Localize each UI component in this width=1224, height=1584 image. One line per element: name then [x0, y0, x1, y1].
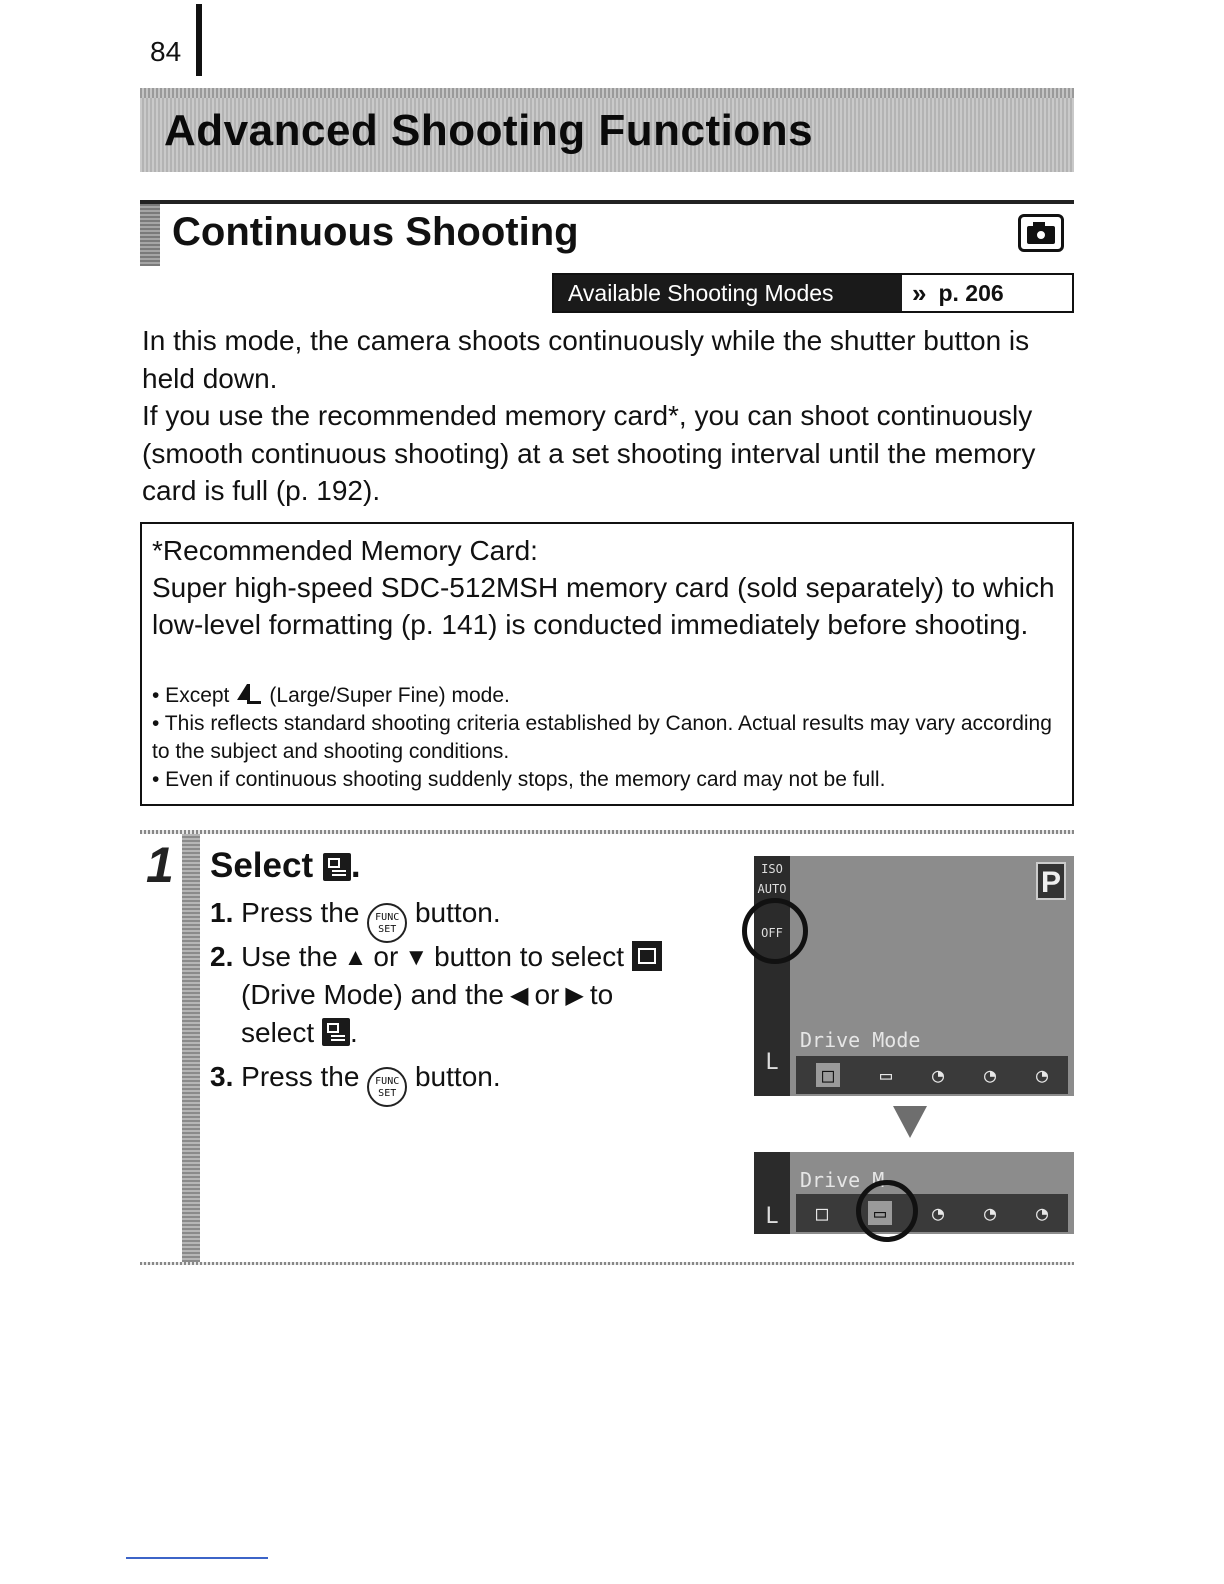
step-instruction-1-text: Press the — [241, 897, 360, 928]
step-instruction-1-number: 1. — [210, 897, 234, 928]
step-marker-bar — [182, 834, 200, 1262]
lcd-screenshot-drive-mode-menu — [754, 856, 1074, 1096]
right-arrow-icon: ▶ — [565, 982, 584, 1009]
lcd-drive-mode-label: Drive Mode — [800, 1028, 921, 1052]
single-shot-icon: □ — [815, 1201, 829, 1225]
available-modes-tag — [552, 273, 1074, 313]
step-instruction-2-or-2: or — [534, 979, 560, 1010]
intro-paragraph-2: If you use the recommended memory card*, you can shoot continuously (smooth continuous shooting) at a set shooting interval until the memory card is full (p. 192). — [142, 400, 1036, 506]
step-number: 1 — [146, 837, 174, 893]
step-instruction-3-tail: button. — [414, 1061, 501, 1092]
note-bullet-1-pre: • Except — [152, 684, 230, 707]
step-instruction-2-line-2 — [241, 976, 613, 1015]
note-bullet-1 — [152, 682, 1052, 710]
continuous-shooting-icon — [323, 853, 351, 881]
drive-mode-icon — [632, 941, 662, 971]
note-bullet-2: • This reflects standard shooting criteria established by Canon. Actual results may vary according to the subject and shooting conditions. — [152, 712, 1052, 763]
note-heading — [152, 532, 1062, 643]
available-modes-label: Available Shooting Modes — [554, 275, 902, 311]
chapter-title: Advanced Shooting Functions — [164, 106, 814, 155]
down-arrow-icon — [893, 1106, 927, 1138]
step-instruction-2-number: 2. — [210, 941, 234, 972]
page-number: 84 — [150, 36, 182, 67]
step-instruction-2-text-b: button to select — [434, 941, 624, 972]
highlight-circle — [742, 898, 808, 964]
intro-paragraph-1: In this mode, the camera shoots continuously while the shutter button is held down. — [142, 325, 1030, 394]
lcd-drive-mode-strip — [796, 1056, 1068, 1094]
step-instruction-2-text-d: select — [241, 1017, 315, 1048]
single-shot-icon: □ — [816, 1063, 840, 1087]
down-arrow-icon: ▼ — [404, 944, 429, 971]
step-instruction-2-text: Use the — [241, 941, 338, 972]
note-body: Super high-speed SDC-512MSH memory card (sold separately) to which low-level formatting (p. 141) is conducted immediately before shooting. — [152, 572, 1055, 640]
highlight-circle — [856, 1180, 918, 1242]
self-timer-10s-icon: ◔ — [931, 1063, 945, 1087]
lcd-drive-mode-strip — [796, 1194, 1068, 1232]
lcd-left-menu: ISO AUTO OFF L — [754, 856, 790, 1096]
up-arrow-icon: ▲ — [343, 944, 368, 971]
step-title-period: . — [350, 846, 361, 885]
step-top-rule — [140, 830, 1074, 834]
step-title-text: Select — [210, 846, 314, 885]
step-instruction-1 — [210, 894, 501, 943]
note-bullet-3: • Even if continuous shooting suddenly stops, the memory card may not be full. — [152, 768, 886, 791]
program-mode-icon: P — [1036, 862, 1066, 900]
func-set-button-icon: FUNC SET — [367, 1067, 407, 1107]
continuous-icon: ▭ — [879, 1063, 893, 1087]
page-number-rule — [196, 4, 202, 76]
custom-timer-icon: ◔ — [1035, 1063, 1049, 1087]
lcd-drive-mode-label: Drive M — [800, 1168, 885, 1192]
step-instruction-2-period: . — [349, 1017, 358, 1048]
step-instruction-1-tail: button. — [414, 897, 501, 928]
step-instruction-2-text-c: (Drive Mode) and the — [241, 979, 505, 1010]
note-title: *Recommended Memory Card: — [152, 535, 538, 566]
step-instruction-2-line-3 — [241, 1014, 358, 1052]
step-instruction-3-number: 3. — [210, 1061, 234, 1092]
func-set-button-icon: FUNC SET — [367, 903, 407, 943]
custom-timer-icon: ◔ — [1035, 1201, 1049, 1225]
step-instruction-2-to: to — [589, 979, 614, 1010]
available-modes-page-link[interactable]: p. 206 — [938, 280, 1004, 306]
step-instruction-2-or: or — [373, 941, 399, 972]
continuous-shooting-icon — [322, 1018, 350, 1046]
self-timer-2s-icon: ◔ — [983, 1201, 997, 1225]
step-instruction-3-text: Press the — [241, 1061, 360, 1092]
step-title — [210, 846, 361, 886]
camera-icon — [1018, 214, 1064, 252]
step-bottom-rule — [140, 1262, 1074, 1265]
section-marker — [140, 204, 160, 266]
double-chevron-icon: » — [912, 278, 927, 308]
note-bullet-1-post: (Large/Super Fine) mode. — [269, 684, 510, 707]
step-instruction-2 — [210, 938, 662, 977]
step-instruction-3 — [210, 1058, 501, 1107]
large-super-fine-icon — [235, 682, 263, 706]
section-title: Continuous Shooting — [172, 210, 579, 254]
left-arrow-icon: ◀ — [510, 982, 529, 1009]
self-timer-2s-icon: ◔ — [983, 1063, 997, 1087]
self-timer-10s-icon: ◔ — [931, 1201, 945, 1225]
section-rule — [140, 200, 1074, 204]
continuous-icon: ▭ — [868, 1201, 892, 1225]
footer-rule — [126, 1557, 268, 1559]
lcd-left-menu: L — [754, 1152, 790, 1234]
